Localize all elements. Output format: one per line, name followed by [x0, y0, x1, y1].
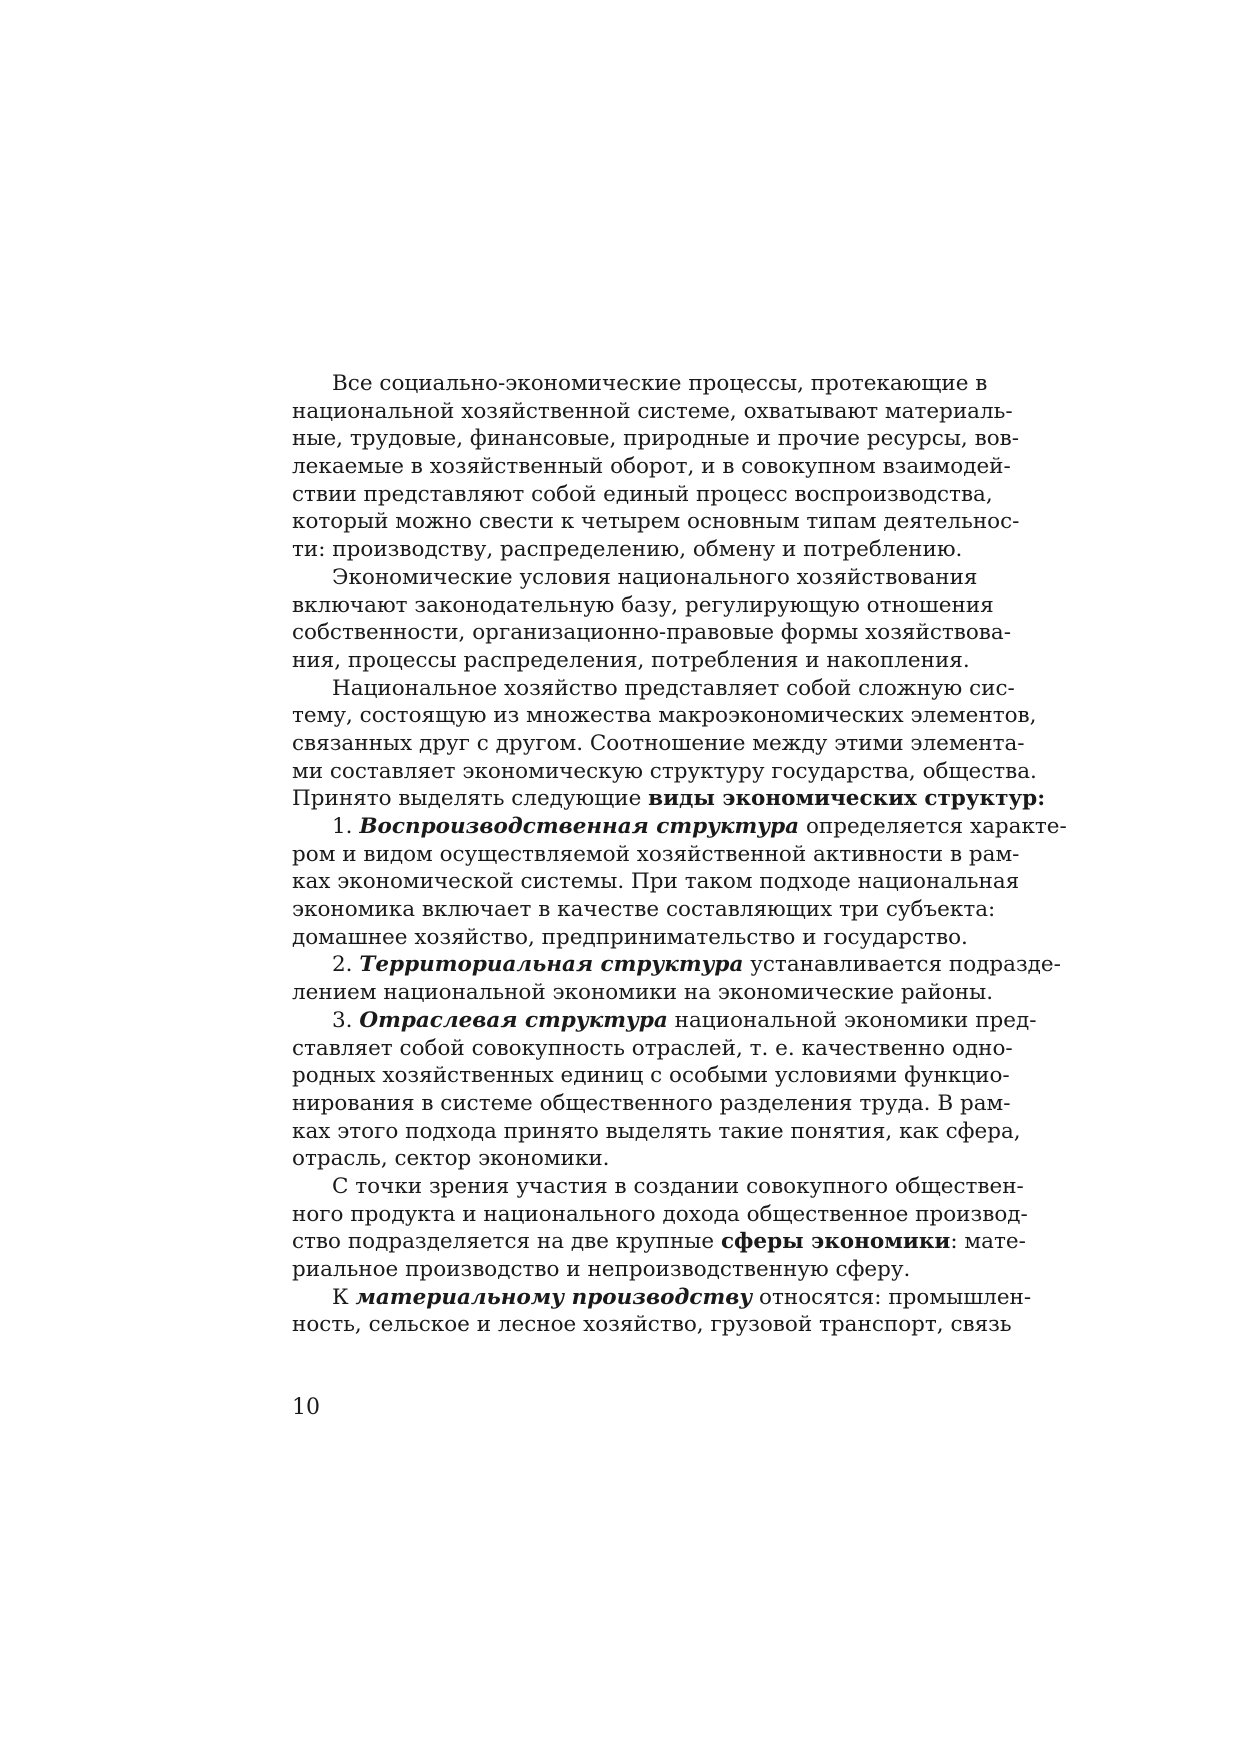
text-segment: К: [332, 1284, 356, 1310]
text-line: риальное производство и непроизводственную сферу.: [292, 1257, 911, 1282]
list-number: 2.: [332, 952, 360, 978]
text-line: [292, 951, 1061, 979]
term-bold-italic: Отраслевая структура: [359, 1007, 668, 1033]
text-line: Все социально-экономические процессы, протекающие в: [332, 371, 988, 396]
term-bold-italic: Территориальная структура: [359, 952, 744, 978]
text-line: Национальное хозяйство представляет собой сложную сис-: [332, 675, 1015, 701]
text-line: национальной хозяйственной системе, охватывают материаль-: [292, 398, 1013, 424]
bold-phrase: виды экономических структур:: [648, 786, 1046, 812]
text-line: экономика включает в качестве составляющих три субъекта:: [292, 897, 996, 923]
text-segment: национальной экономики пред-: [667, 1007, 1037, 1033]
text-line: родных хозяйственных единиц с особыми условиями функцио-: [292, 1063, 1010, 1089]
text-line: [292, 1007, 1037, 1035]
text-segment: устанавливается подразде-: [743, 952, 1061, 978]
text-line: ти: производству, распределению, обмену и потреблению.: [292, 537, 963, 563]
text-line: лекаемые в хозяйственный оборот, и в совокупном взаимодей-: [292, 454, 1011, 480]
text-line: С точки зрения участия в создании совокупного обществен-: [332, 1173, 1024, 1199]
term-bold-italic: Воспроизводственная структура: [359, 814, 800, 839]
text-line: ного продукта и национального дохода общественное производ-: [292, 1201, 1028, 1227]
text-line: [292, 813, 1067, 841]
text-segment: ство подразделяется на две крупные: [292, 1229, 721, 1255]
text-line: ках экономической системы. При таком подходе национальная: [292, 869, 1020, 895]
text-line: тему, состоящую из множества макроэкономических элементов,: [292, 703, 1037, 729]
text-line: который можно свести к четырем основным типам деятельнос-: [292, 509, 1020, 535]
text-line: нирования в системе общественного разделения труда. В рам-: [292, 1090, 1011, 1116]
page-number: 10: [292, 1395, 320, 1420]
text-segment: Принято выделять следующие: [292, 786, 649, 812]
text-line: [292, 1284, 1032, 1312]
text-line: [292, 785, 1046, 813]
text-segment: определяется характе-: [799, 814, 1067, 839]
text-segment: относятся: промышлен-: [752, 1284, 1032, 1310]
text-line: ность, сельское и лесное хозяйство, грузовой транспорт, связь: [292, 1312, 1012, 1338]
text-line: отрасль, сектор экономики.: [292, 1146, 610, 1172]
text-line: ные, трудовые, финансовые, природные и прочие ресурсы, вов-: [292, 426, 1020, 452]
text-line: связанных друг с другом. Соотношение между этими элемента-: [292, 730, 1025, 756]
text-line: ния, процессы распределения, потребления и накопления.: [292, 647, 970, 673]
body-text: [292, 370, 1067, 1339]
list-number: 1.: [332, 814, 360, 839]
text-line: собственности, организационно-правовые формы хозяйствова-: [292, 620, 1011, 646]
text-line: ми составляет экономическую структуру государства, общества.: [292, 758, 1037, 784]
text-line: ках этого подхода принято выделять такие понятия, как сфера,: [292, 1118, 1021, 1144]
text-line: включают законодательную базу, регулирующую отношения: [292, 592, 994, 618]
text-line: ствии представляют собой единый процесс воспроизводства,: [292, 481, 993, 507]
text-line: ставляет собой совокупность отраслей, т. е. качественно одно-: [292, 1035, 1013, 1061]
text-line: ром и видом осуществляемой хозяйственной активности в рам-: [292, 841, 1020, 867]
bold-phrase: сферы экономики: [720, 1229, 951, 1255]
text-segment: : мате-: [950, 1229, 1026, 1255]
text-line: Экономические условия национального хозяйствования: [332, 564, 978, 590]
text-line: домашнее хозяйство, предпринимательство и государство.: [292, 924, 968, 950]
list-number: 3.: [332, 1007, 360, 1033]
term-bold-italic: материальному производству: [355, 1284, 753, 1310]
text-line: [292, 1228, 1026, 1256]
text-line: лением национальной экономики на экономические районы.: [292, 980, 994, 1006]
